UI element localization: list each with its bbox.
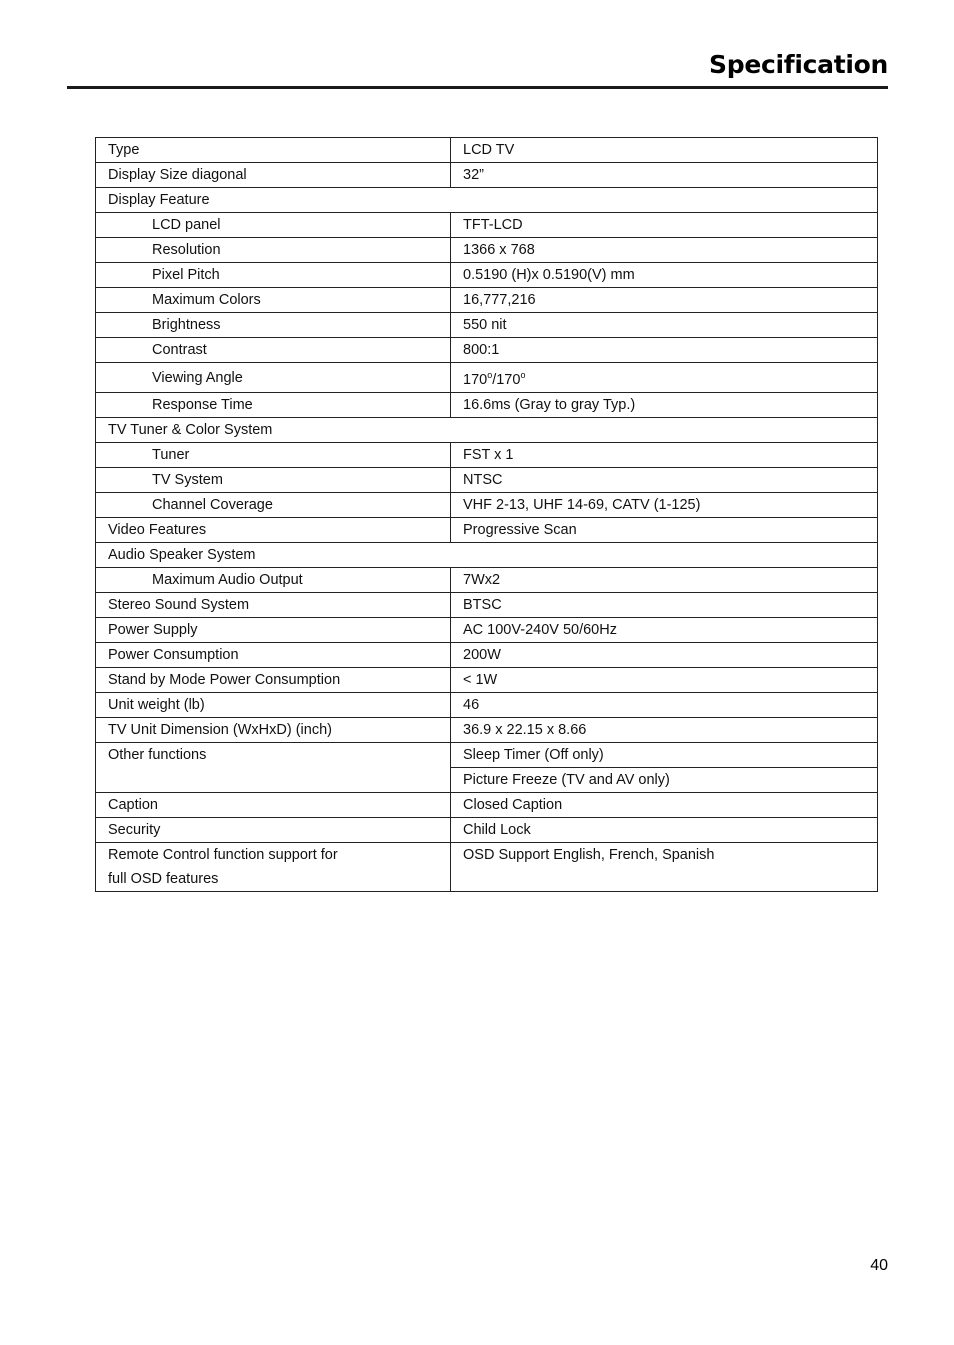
spec-value: 550 nit <box>451 313 878 338</box>
table-row <box>96 718 878 743</box>
table-row <box>96 288 878 313</box>
table-row <box>96 843 878 892</box>
spec-value: LCD TV <box>451 138 878 163</box>
spec-value: 0.5190 (H)x 0.5190(V) mm <box>451 263 878 288</box>
table-row <box>96 238 878 263</box>
spec-label: Tuner <box>96 443 451 468</box>
table-row <box>96 618 878 643</box>
spec-label: Maximum Colors <box>96 288 451 313</box>
spec-value: Progressive Scan <box>451 518 878 543</box>
spec-value: 36.9 x 22.15 x 8.66 <box>451 718 878 743</box>
spec-value: Sleep Timer (Off only) <box>451 743 878 768</box>
spec-value: 16,777,216 <box>451 288 878 313</box>
spec-value: 7Wx2 <box>451 568 878 593</box>
spec-label: Power Supply <box>96 618 451 643</box>
spec-label: Security <box>96 818 451 843</box>
spec-label: Pixel Pitch <box>96 263 451 288</box>
table-row <box>96 138 878 163</box>
spec-label: Stand by Mode Power Consumption <box>96 668 451 693</box>
page-number: 40 <box>870 1257 888 1274</box>
spec-label: Other functions <box>96 743 451 793</box>
table-row <box>96 818 878 843</box>
spec-label: Brightness <box>96 313 451 338</box>
spec-value: OSD Support English, French, Spanish <box>451 843 878 892</box>
spec-value: Closed Caption <box>451 793 878 818</box>
viewing-angle-v: /170 <box>492 372 521 388</box>
spec-label: Unit weight (lb) <box>96 693 451 718</box>
table-row <box>96 743 878 768</box>
table-row <box>96 493 878 518</box>
spec-value: FST x 1 <box>451 443 878 468</box>
spec-label-line: Remote Control function support for <box>108 847 338 863</box>
spec-value: BTSC <box>451 593 878 618</box>
table-row <box>96 593 878 618</box>
spec-label: Response Time <box>96 393 451 418</box>
table-row <box>96 443 878 468</box>
title-rule <box>67 86 888 89</box>
spec-value: 16.6ms (Gray to gray Typ.) <box>451 393 878 418</box>
table-row <box>96 518 878 543</box>
spec-label: Channel Coverage <box>96 493 451 518</box>
table-row <box>96 643 878 668</box>
spec-value: 32” <box>451 163 878 188</box>
spec-label-line: full OSD features <box>108 871 219 887</box>
table-row <box>96 363 878 393</box>
spec-label: Type <box>96 138 451 163</box>
table-row <box>96 163 878 188</box>
spec-label: Viewing Angle <box>96 363 451 393</box>
table-row <box>96 393 878 418</box>
spec-label: TV System <box>96 468 451 493</box>
table-row <box>96 263 878 288</box>
spec-value: NTSC <box>451 468 878 493</box>
table-row <box>96 313 878 338</box>
spec-value: < 1W <box>451 668 878 693</box>
spec-label: Caption <box>96 793 451 818</box>
spec-label: Contrast <box>96 338 451 363</box>
spec-label: LCD panel <box>96 213 451 238</box>
spec-value: Picture Freeze (TV and AV only) <box>451 768 878 793</box>
spec-value: 200W <box>451 643 878 668</box>
table-row <box>96 188 878 213</box>
table-row <box>96 338 878 363</box>
spec-value: 800:1 <box>451 338 878 363</box>
viewing-angle-h: 170 <box>463 372 488 388</box>
degree-symbol: o <box>487 370 493 380</box>
spec-label: Display Size diagonal <box>96 163 451 188</box>
spec-label: Video Features <box>96 518 451 543</box>
spec-section-label: Display Feature <box>96 188 878 213</box>
spec-label: TV Unit Dimension (WxHxD) (inch) <box>96 718 451 743</box>
table-row <box>96 693 878 718</box>
table-row <box>96 468 878 493</box>
spec-value: VHF 2-13, UHF 14-69, CATV (1-125) <box>451 493 878 518</box>
spec-label: Maximum Audio Output <box>96 568 451 593</box>
table-row <box>96 543 878 568</box>
spec-section-label: Audio Speaker System <box>96 543 878 568</box>
spec-section-label: TV Tuner & Color System <box>96 418 878 443</box>
spec-value <box>451 363 878 393</box>
spec-label <box>96 843 451 892</box>
spec-label: Power Consumption <box>96 643 451 668</box>
page-title: Specification <box>709 50 888 79</box>
table-row <box>96 668 878 693</box>
spec-value: TFT-LCD <box>451 213 878 238</box>
spec-label: Resolution <box>96 238 451 263</box>
spec-value: 1366 x 768 <box>451 238 878 263</box>
table-row <box>96 793 878 818</box>
spec-value: AC 100V-240V 50/60Hz <box>451 618 878 643</box>
spec-value: 46 <box>451 693 878 718</box>
table-row <box>96 418 878 443</box>
spec-table <box>95 137 878 892</box>
table-row <box>96 213 878 238</box>
spec-label: Stereo Sound System <box>96 593 451 618</box>
spec-value: Child Lock <box>451 818 878 843</box>
degree-symbol: o <box>520 370 526 380</box>
table-row <box>96 568 878 593</box>
